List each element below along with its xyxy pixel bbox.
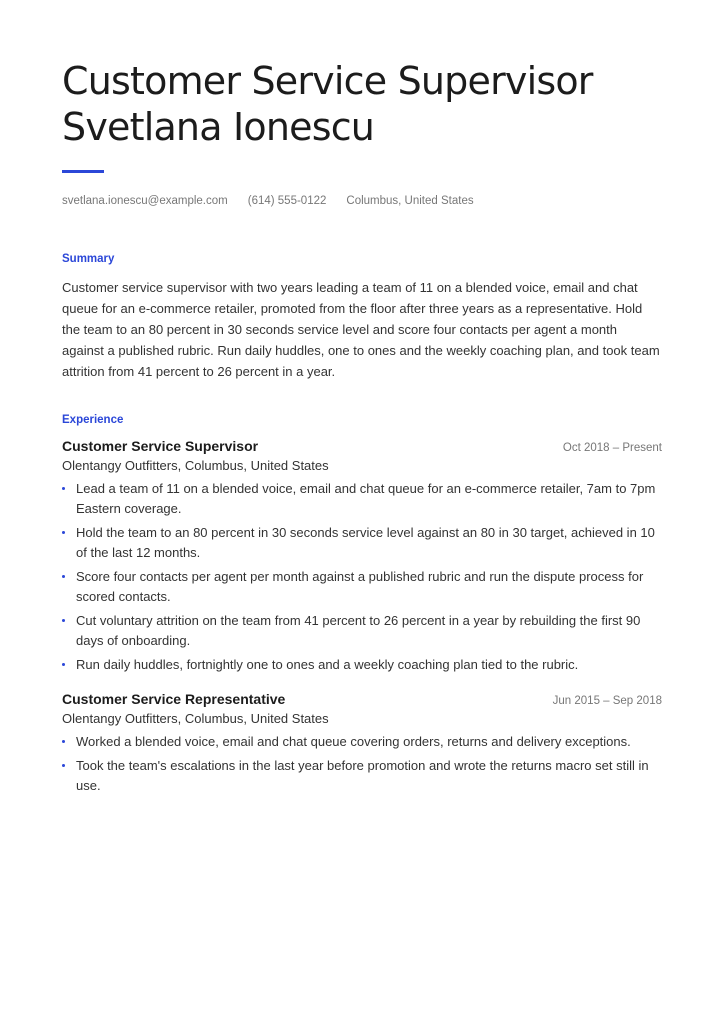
bullet-item xyxy=(62,655,662,675)
bullet-icon xyxy=(62,575,65,578)
job-title: Customer Service Representative xyxy=(62,690,286,707)
summary-heading: Summary xyxy=(62,253,115,265)
experience-item xyxy=(62,691,662,796)
page-title xyxy=(62,0,662,150)
accent-divider xyxy=(62,170,104,173)
bullet-item xyxy=(62,732,662,752)
bullet-text: Score four contacts per agent per month against a published rubric and run the dispute process for scored contacts. xyxy=(76,569,644,604)
bullet-icon xyxy=(62,531,65,534)
bullet-icon xyxy=(62,740,65,743)
bullet-text: Worked a blended voice, email and chat queue covering orders, returns and delivery exceptions. xyxy=(76,733,631,749)
resume-page xyxy=(62,0,662,800)
bullet-icon xyxy=(62,487,65,490)
bullet-text: Run daily huddles, fortnightly one to ones and a weekly coaching plan tied to the rubric. xyxy=(76,657,579,672)
experience-heading: Experience xyxy=(62,414,124,426)
bullet-text: Lead a team of 11 on a blended voice, email and chat queue for an e-commerce retailer, 7am to 7pm Eastern coverage. xyxy=(76,481,656,516)
job-bullet-list xyxy=(62,732,662,796)
job-dates: Oct 2018 – Present xyxy=(562,442,662,454)
contact-location: Columbus, United States xyxy=(346,195,474,207)
bullet-text: Took the team's escalations in the last year before promotion and wrote the returns macro set still in use. xyxy=(76,758,649,793)
contact-line xyxy=(62,195,662,207)
bullet-item xyxy=(62,567,662,606)
bullet-icon xyxy=(62,663,65,666)
job-title-heading: Customer Service Supervisor xyxy=(62,59,593,103)
bullet-icon xyxy=(62,619,65,622)
job-bullet-list xyxy=(62,479,662,675)
bullet-item xyxy=(62,611,662,650)
bullet-item xyxy=(62,523,662,562)
job-title: Customer Service Supervisor xyxy=(62,438,259,454)
experience-item xyxy=(62,438,662,675)
job-company: Olentangy Outfitters, Columbus, United States xyxy=(62,710,329,726)
bullet-text: Hold the team to an 80 percent in 30 seconds service level against an 80 in 30 target, achieved in 10 of the last 12 months. xyxy=(76,525,655,560)
summary-text: Customer service supervisor with two years leading a team of 11 on a blended voice, email and chat queue for an e-commerce retailer, promoted from the floor after three years as a representative. Hold the team to an 80 percent in 30 seconds service level and score four contacts per agent a month against a published rubric. Run daily huddles, one to ones and the weekly coaching plan, and took team attrition from 41 percent to 26 percent in a year. xyxy=(62,280,660,379)
bullet-text: Cut voluntary attrition on the team from 41 percent to 26 percent in a year by rebuilding the first 90 days of onboarding. xyxy=(76,613,641,648)
contact-email[interactable]: svetlana.ionescu@example.com xyxy=(62,195,228,207)
contact-phone[interactable]: (614) 555-0122 xyxy=(247,195,327,207)
job-header xyxy=(62,691,662,707)
job-dates: Jun 2015 – Sep 2018 xyxy=(552,694,662,707)
job-header xyxy=(62,438,662,454)
job-company: Olentangy Outfitters, Columbus, United States xyxy=(62,458,329,473)
bullet-item xyxy=(62,756,662,795)
candidate-name: Svetlana Ionescu xyxy=(62,105,375,149)
bullet-icon xyxy=(62,764,65,767)
bullet-item xyxy=(62,479,662,518)
